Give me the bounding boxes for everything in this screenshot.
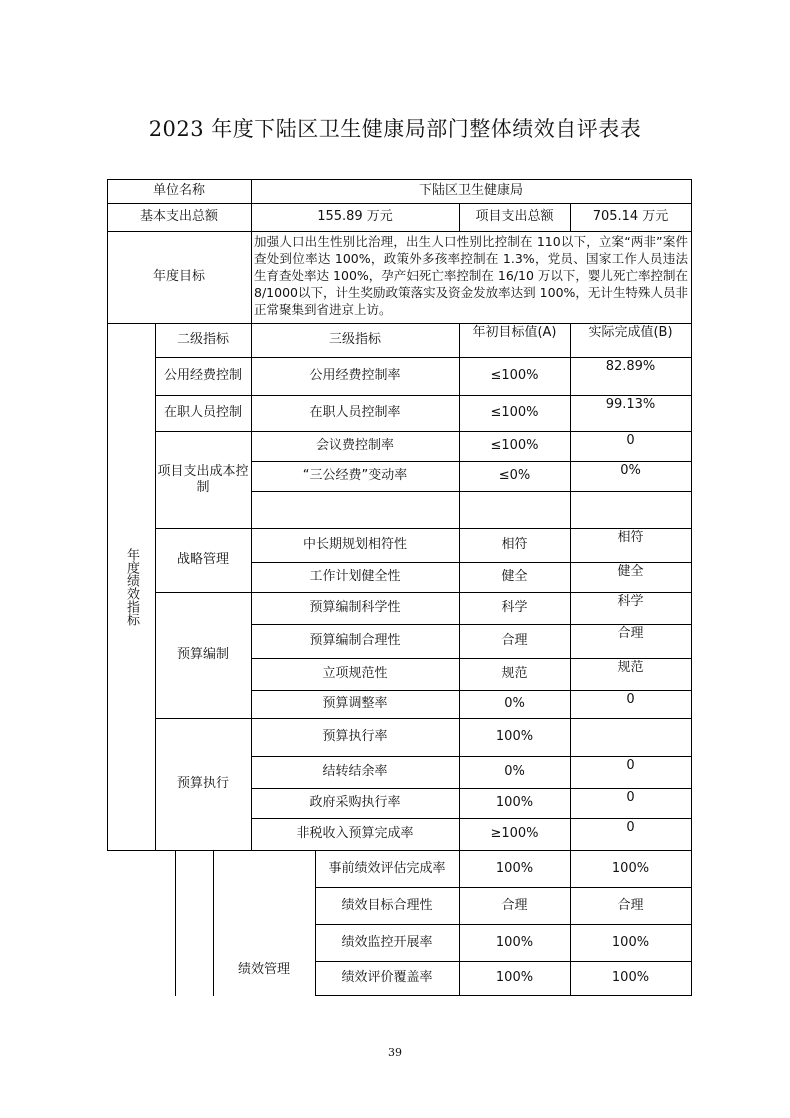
unit-name-label: 单位名称: [152, 183, 205, 198]
table-right-border: [691, 179, 692, 996]
col-header-level3: 三级指标: [328, 332, 381, 347]
project-expenditure-value: 705.14 万元: [592, 209, 669, 224]
col-header-actual: 实际完成值(B): [588, 325, 673, 340]
indicator-target: 100%: [495, 934, 534, 950]
indicator-actual: 合理: [617, 626, 644, 641]
indicator-actual: 相符: [617, 530, 644, 545]
indicator-target: 100%: [495, 729, 534, 744]
indicator-target: 100%: [495, 795, 534, 810]
indicator-actual: 0: [626, 758, 635, 773]
indicator-target: [459, 491, 570, 528]
indicator-target: ≤0%: [498, 468, 531, 483]
indicator-actual: 规范: [617, 660, 644, 675]
annual-goal-label: 年度目标: [152, 269, 205, 284]
indicator-name: [251, 491, 459, 528]
indicator-target: 100%: [495, 860, 534, 876]
col-header-target: 年初目标值(A): [472, 325, 557, 340]
indicator-name: 会议费控制率: [315, 438, 394, 453]
indicator-name: 非税收入预算完成率: [296, 826, 414, 841]
indicator-target: ≤100%: [490, 438, 539, 453]
table-rule: [175, 850, 176, 996]
indicator-name: 预算编制科学性: [309, 600, 401, 615]
indicator-name: 预算执行率: [322, 729, 388, 744]
group-strategic-management: 战略管理: [176, 552, 229, 567]
group-budget-compilation: 预算编制: [176, 647, 229, 662]
page-title: 2023 年度下陆区卫生健康局部门整体绩效自评表表: [148, 117, 642, 141]
unit-name-value: 下陆区卫生健康局: [418, 183, 523, 198]
basic-expenditure-label: 基本支出总额: [139, 209, 218, 224]
indicator-actual: 0: [626, 692, 635, 707]
indicator-name: 公用经费控制率: [309, 368, 401, 383]
indicator-name: 绩效评价覆盖率: [341, 970, 433, 985]
indicator-name: 事前绩效评估完成率: [328, 860, 446, 876]
indicator-name: 绩效目标合理性: [341, 897, 433, 913]
indicator-name: 结转结余率: [322, 764, 388, 779]
col-header-level2: 二级指标: [176, 332, 229, 347]
indicator-name: 绩效监控开展率: [341, 934, 433, 950]
indicator-name: “三公经费”变动率: [302, 468, 408, 483]
group-performance-management: 绩效管理: [237, 962, 290, 977]
project-expenditure-label: 项目支出总额: [475, 209, 554, 224]
basic-expenditure-value: 155.89 万元: [317, 209, 393, 224]
group-project-cost-control: 项目支出成本控制: [157, 463, 249, 495]
indicator-actual: 健全: [617, 564, 644, 579]
table-bottom-border: [315, 995, 692, 996]
group-staff-control: 在职人员控制: [163, 405, 242, 420]
indicator-actual: [570, 718, 691, 756]
indicator-target: ≤100%: [490, 368, 539, 383]
indicator-actual: 合理: [617, 897, 644, 913]
page-number: 39: [388, 1046, 402, 1059]
indicator-target: 0%: [504, 764, 525, 779]
indicator-name: 中长期规划相符性: [302, 537, 407, 552]
indicator-target: 合理: [501, 633, 528, 648]
indicator-target: 科学: [501, 600, 528, 615]
indicator-actual: 82.89%: [605, 359, 656, 374]
indicator-name: 在职人员控制率: [309, 405, 401, 420]
indicator-actual: 0: [626, 790, 635, 805]
group-budget-execution: 预算执行: [176, 776, 229, 791]
indicator-actual: 100%: [611, 934, 650, 950]
annual-performance-indicators-label: 年度绩效指标: [124, 547, 139, 626]
indicator-target: 100%: [495, 970, 534, 985]
indicator-target: ≥100%: [490, 826, 539, 841]
indicator-target: 相符: [501, 537, 528, 552]
indicator-target: ≤100%: [490, 405, 539, 420]
indicator-actual: 99.13%: [605, 397, 656, 412]
indicator-name: 工作计划健全性: [309, 569, 401, 584]
indicator-target: 合理: [501, 897, 528, 913]
indicator-name: 立项规范性: [322, 666, 388, 681]
indicator-target: 规范: [501, 666, 528, 681]
indicator-name: 预算编制合理性: [309, 633, 401, 648]
annual-goal-text: 加强人口出生性别比治理，出生人口性别比控制在 110以下，立案“两非”案件查处到位率达 100%，政策外多孩率控制在 1.3%，党员、国家工作人员违法生育查处率达 100%，孕产妇死亡率控制在 16/10 万以下，婴儿死亡率控制在 8/1000以下，计生奖励政策落实及资金发放率达到 100%，无计生特殊人员非正常聚集到省进京上访。: [254, 234, 688, 317]
indicator-actual: 100%: [611, 860, 650, 876]
indicator-name: 政府采购执行率: [309, 795, 401, 810]
indicator-actual: 0: [626, 820, 635, 835]
indicator-target: 健全: [501, 569, 528, 584]
indicator-target: 0%: [504, 696, 525, 711]
indicator-actual: 0%: [620, 463, 641, 478]
indicator-actual: 科学: [617, 594, 644, 609]
indicator-actual: [570, 491, 691, 528]
indicator-actual: 0: [626, 433, 635, 448]
indicator-name: 预算调整率: [322, 696, 388, 711]
indicator-actual: 100%: [611, 970, 650, 985]
group-public-funds-control: 公用经费控制: [163, 368, 242, 383]
